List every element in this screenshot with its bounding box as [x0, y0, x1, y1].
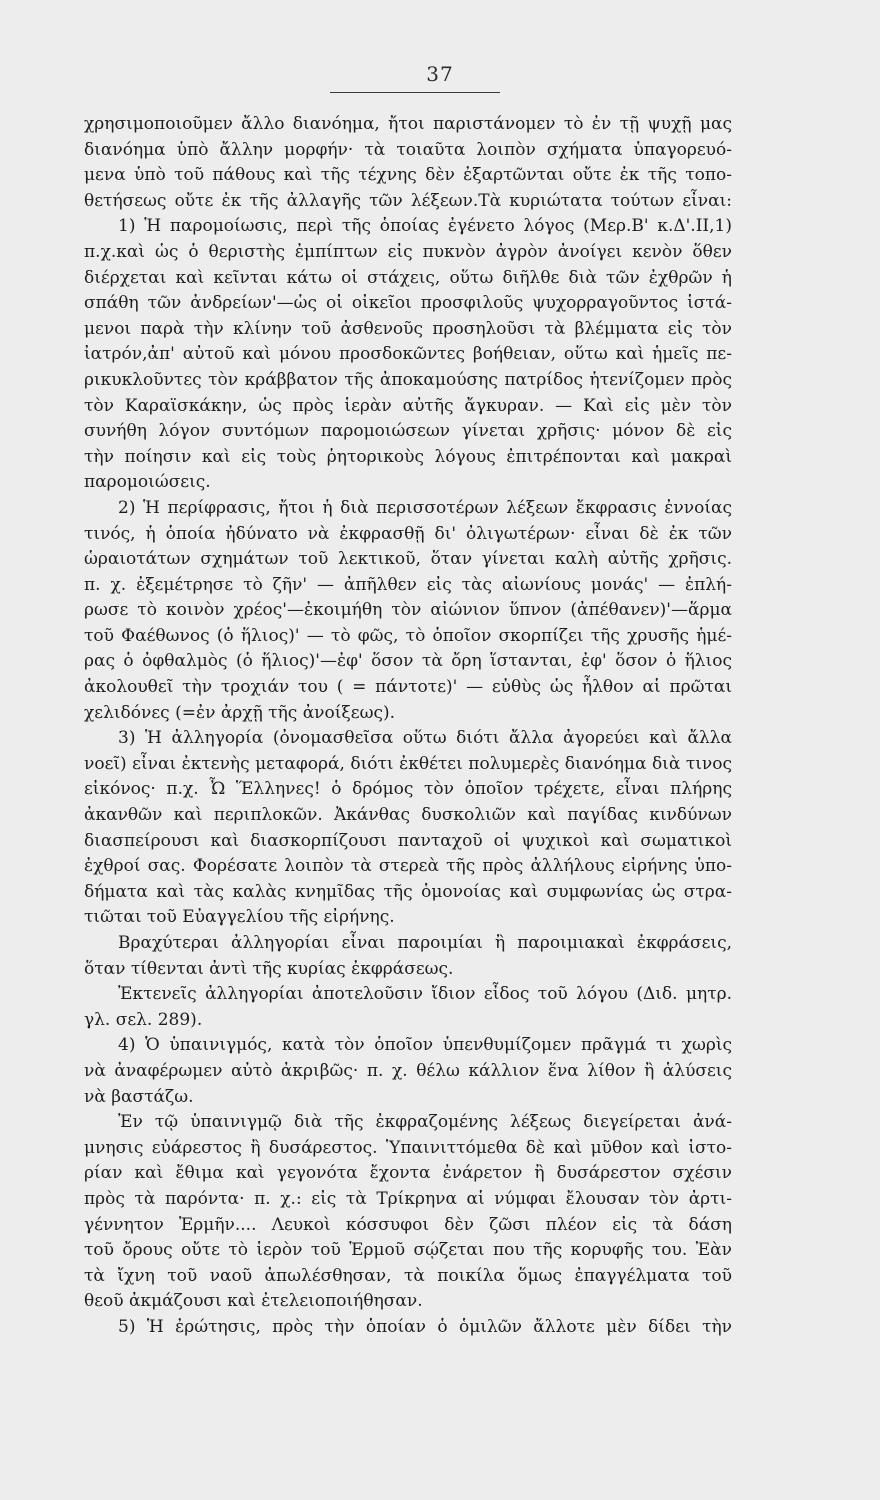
text-line: γλ. σελ. 289). [84, 1009, 203, 1030]
text-line: π. χ. ἐξεμέτρησε τὸ ζῆν' — ἀπῆλθεν εἰς τὰς αἰωνίους μονάς' — ἐπλή- [84, 574, 732, 595]
text-line: ρικυκλοῦντες τὸν κράββατον τῆς ἀποκαμούσης πατρίδος ἡτενίζομεν πρὸς [84, 369, 732, 390]
text-line: ὡραιοτάτων σχημάτων τοῦ λεκτικοῦ, ὅταν γίνεται καλὴ αὐτῆς χρῆσις. [84, 549, 732, 570]
text-line: ἰατρόν,ἀπ' αὐτοῦ καὶ μόνου προσδοκῶντες βοήθειαν, οὕτω καὶ ἡμεῖς πε- [84, 344, 732, 365]
text-line: Βραχύτεραι ἀλληγορίαι εἶναι παροιμίαι ἢ παροιμιακαὶ ἐκφράσεις, [118, 933, 732, 953]
text-line: ἀκολουθεῖ τὴν τροχιάν του ( = πάντοτε)' — εὐθὺς ὡς ἦλθον αἱ πρῶται [84, 677, 732, 698]
text-line: νὰ βαστάζω. [84, 1086, 194, 1107]
text-line: Ἐν τῷ ὑπαινιγμῷ διὰ τῆς ἐκφραζομένης λέξεως διεγείρεται ἀνά- [118, 1112, 732, 1133]
text-line: δήματα καὶ τὰς καλὰς κνημῖδας τῆς ὁμονοίας καὶ συμφωνίας ὡς στρα- [84, 881, 732, 902]
text-line: ρωσε τὸ κοινὸν χρέος'—ἐκοιμήθη τὸν αἰώνιον ὕπνον (ἀπέθανεν)'—ἅρμα [84, 600, 732, 621]
text-line: Ἐκτενεῖς ἀλληγορίαι ἀποτελοῦσιν ἴδιον εἶδος τοῦ λόγου (Διδ. μητρ. [118, 984, 732, 1005]
page-number-rule [330, 92, 500, 93]
text-line: ἐχθροί σας. Φορέσατε λοιπὸν τὰ στερεὰ τῆς πρὸς ἀλλήλους εἰρήνης ὑπο- [84, 856, 732, 877]
text-line: θετήσεως οὔτε ἐκ τῆς ἀλλαγῆς τῶν λέξεων.Τὰ κυριώτατα τούτων εἶναι: [84, 190, 732, 211]
text-line: μενοι παρὰ τὴν κλίνην τοῦ ἀσθενοῦς προσηλοῦσι τὰ βλέμματα εἰς τὸν [84, 318, 732, 339]
text-line: μνησις εὐάρεστος ἢ δυσάρεστος. Ὑπαινιττόμεθα δὲ καὶ μῦθον καὶ ἱστο- [84, 1137, 732, 1158]
body-text [84, 112, 732, 1341]
text-line: τοῦ ὄρους οὔτε τὸ ἱερὸν τοῦ Ἑρμοῦ σῴζεται που τῆς κορυφῆς του. Ἐὰν [84, 1240, 732, 1261]
text-line: νὰ ἀναφέρωμεν αὐτὸ ἀκριβῶς· π. χ. θέλω κάλλιον ἕνα λίθον ἢ ἁλύσεις [84, 1060, 732, 1081]
text-line: χρησιμοποιοῦμεν ἄλλο διανόημα, ἤτοι παριστάνομεν τὸ ἐν τῇ ψυχῇ μας [84, 114, 732, 134]
text-line: 2) Ἡ περίφρασις, ἤτοι ἡ διὰ περισσοτέρων λέξεων ἔκφρασις ἐννοίας [118, 497, 732, 518]
text-line: τὴν ποίησιν καὶ εἰς τοὺς ῥητορικοὺς λόγους ἐπιτρέπονται καὶ μακραὶ [84, 446, 732, 467]
text-line: 5) Ἡ ἐρώτησις, πρὸς τὴν ὁποίαν ὁ ὁμιλῶν ἄλλοτε μὲν δίδει τὴν [118, 1316, 732, 1337]
text-line: συνήθη λόγον συντόμων παρομοιώσεων γίνεται χρῆσις· μόνον δὲ εἰς [84, 421, 732, 442]
text-line: ὅταν τίθενται ἀντὶ τῆς κυρίας ἐκφράσεως. [84, 958, 454, 979]
text-line: ἀκανθῶν καὶ περιπλοκῶν. Ἀκάνθας δυσκολιῶν καὶ παγίδας κινδύνων [84, 805, 732, 826]
text-line: γέννητον Ἑρμῆν.... Λευκοὶ κόσσυφοι δὲν ζῶσι πλέον εἰς τὰ δάση [84, 1214, 732, 1235]
text-line: τὰ ἴχνη τοῦ ναοῦ ἀπωλέσθησαν, τὰ ποικίλα ὅμως ἐπαγγέλματα τοῦ [84, 1265, 732, 1286]
text-line: χελιδόνες (=ἐν ἀρχῇ τῆς ἀνοίξεως). [84, 702, 396, 723]
text-line: μενα ὑπὸ τοῦ πάθους καὶ τῆς τέχνης δὲν ἐξαρτῶνται οὔτε ἐκ τῆς τοπο- [84, 165, 732, 186]
text-line: π.χ.καὶ ὡς ὁ θεριστὴς ἐμπίπτων εἰς πυκνὸν ἀγρὸν ἀνοίγει κενὸν ὅθεν [84, 241, 732, 262]
text-line: παρομοιώσεις. [84, 472, 211, 493]
text-line: τινός, ἡ ὁποία ἠδύνατο νὰ ἐκφρασθῇ δι' ὀλιγωτέρων· εἶναι δὲ ἐκ τῶν [84, 523, 732, 544]
text-line: πρὸς τὰ παρόντα· π. χ.: εἰς τὰ Τρίκρηνα αἱ νύμφαι ἔλουσαν τὸν ἀρτι- [84, 1188, 732, 1209]
text-line: διέρχεται καὶ κεῖνται κάτω οἱ στάχεις, οὕτω διῆλθε διὰ τῶν ἐχθρῶν ἡ [84, 267, 732, 288]
text-line: ρίαν καὶ ἔθιμα καὶ γεγονότα ἔχοντα ἐνάρετον ἢ δυσάρεστον σχέσιν [84, 1163, 732, 1184]
text-line: εἰκόνος· π.χ. Ὦ Ἕλληνες! ὁ δρόμος τὸν ὁποῖον τρέχετε, εἶναι πλήρης [84, 779, 732, 800]
text-line: τιῶται τοῦ Εὐαγγελίου τῆς εἰρήνης. [84, 907, 395, 928]
text-line: τοῦ Φαέθωνος (ὁ ἥλιος)' — τὸ φῶς, τὸ ὁποῖον σκορπίζει τῆς χρυσῆς ἡμέ- [84, 625, 732, 646]
text-line: 1) Ἡ παρομοίωσις, περὶ τῆς ὁποίας ἐγένετο λόγος (Μερ.Β' κ.Δ'.ΙΙ,1) [118, 216, 732, 237]
text-line: 4) Ὁ ὑπαινιγμός, κατὰ τὸν ὁποῖον ὑπενθυμίζομεν πρᾶγμά τι χωρὶς [118, 1035, 732, 1056]
text-line: 3) Ἡ ἀλληγορία (ὀνομασθεῖσα οὕτω διότι ἄλλα ἀγορεύει καὶ ἄλλα [118, 728, 732, 749]
text-line: τὸν Καραϊσκάκην, ὡς πρὸς ἱερὰν αὐτῆς ἄγκυραν. — Καὶ εἰς μὲν τὸν [84, 395, 732, 416]
text-line: διανόημα ὑπὸ ἄλλην μορφήν· τὰ τοιαῦτα λοιπὸν σχήματα ὑπαγορευό- [84, 139, 732, 160]
text-line: σπάθη τῶν ἀνδρείων'—ὡς οἱ οἰκεῖοι προσφιλοῦς ψυχορραγοῦντος ἱστά- [84, 293, 732, 314]
page-number: 37 [426, 62, 454, 86]
text-line: διασπείρουσι καὶ διασκορπίζουσι πανταχοῦ οἱ ψυχικοὶ καὶ σωματικοὶ [84, 830, 732, 851]
text-line: νοεῖ) εἶναι ἐκτενὴς μεταφορά, διότι ἐκθέτει πολυμερὲς διανόημα διὰ τινος [84, 753, 732, 774]
text-line: ρας ὁ ὀφθαλμὸς (ὁ ἥλιος)'—ἐφ' ὅσον τὰ ὄρη ἵστανται, ἐφ' ὅσον ὁ ἥλιος [84, 651, 732, 672]
text-line: θεοῦ ἀκμάζουσι καὶ ἐτελειοποιήθησαν. [84, 1291, 423, 1312]
